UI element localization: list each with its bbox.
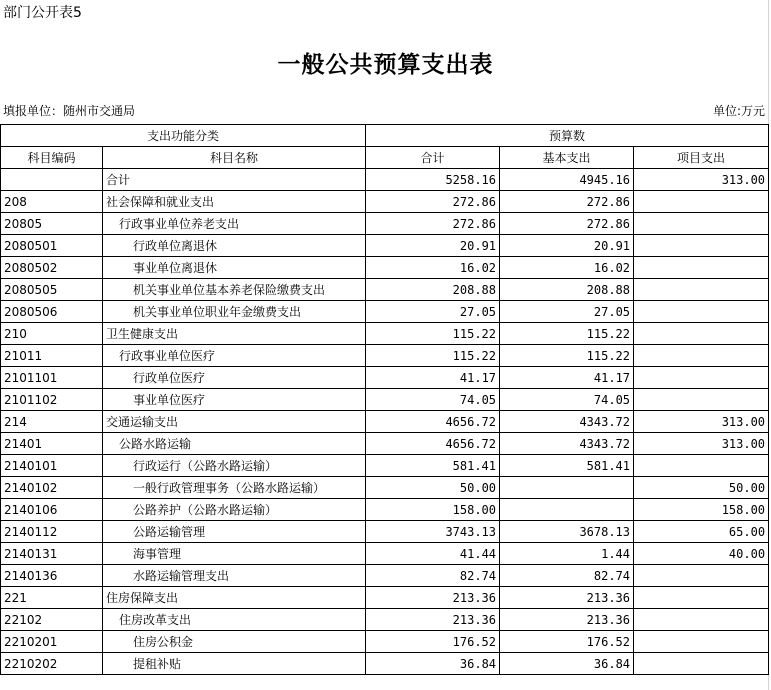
cell-code[interactable]: 2080501 xyxy=(1,235,103,257)
table-row[interactable] xyxy=(1,191,769,213)
table-row[interactable] xyxy=(1,345,769,367)
cell-name[interactable]: 海事管理 xyxy=(103,543,366,565)
cell-code[interactable]: 21401 xyxy=(1,433,103,455)
cell-project[interactable] xyxy=(634,609,769,631)
cell-name[interactable]: 住房公积金 xyxy=(103,631,366,653)
cell-code[interactable] xyxy=(1,169,103,191)
cell-basic[interactable]: 213.36 xyxy=(500,609,634,631)
cell-code[interactable]: 2080502 xyxy=(1,257,103,279)
cell-project[interactable] xyxy=(634,257,769,279)
cell-code[interactable]: 2210201 xyxy=(1,631,103,653)
cell-name[interactable]: 提租补贴 xyxy=(103,653,366,675)
table-row[interactable] xyxy=(1,279,769,301)
cell-name[interactable]: 卫生健康支出 xyxy=(103,323,366,345)
cell-code[interactable]: 208 xyxy=(1,191,103,213)
table-row[interactable] xyxy=(1,587,769,609)
cell-total[interactable]: 82.74 xyxy=(366,565,500,587)
cell-total[interactable]: 176.52 xyxy=(366,631,500,653)
page-label: 部门公开表5 xyxy=(3,5,82,21)
cell-name[interactable]: 公路水路运输 xyxy=(103,433,366,455)
table-row[interactable] xyxy=(1,521,769,543)
cell-basic[interactable]: 16.02 xyxy=(500,257,634,279)
cell-code[interactable]: 2140102 xyxy=(1,477,103,499)
cell-project[interactable] xyxy=(634,455,769,477)
cell-total[interactable]: 16.02 xyxy=(366,257,500,279)
cell-code[interactable]: 2140106 xyxy=(1,499,103,521)
cell-project[interactable] xyxy=(634,279,769,301)
table-row[interactable] xyxy=(1,433,769,455)
cell-name[interactable]: 行政单位医疗 xyxy=(103,367,366,389)
cell-project[interactable]: 158.00 xyxy=(634,499,769,521)
cell-basic[interactable]: 41.17 xyxy=(500,367,634,389)
cell-code[interactable]: 210 xyxy=(1,323,103,345)
cell-project[interactable] xyxy=(634,213,769,235)
table-body xyxy=(1,169,769,675)
cell-project[interactable] xyxy=(634,191,769,213)
cell-total[interactable]: 36.84 xyxy=(366,653,500,675)
table-row[interactable] xyxy=(1,609,769,631)
cell-code[interactable]: 2101102 xyxy=(1,389,103,411)
header-project: 项目支出 xyxy=(634,147,769,169)
cell-total[interactable]: 20.91 xyxy=(366,235,500,257)
cell-basic[interactable]: 272.86 xyxy=(500,213,634,235)
cell-name[interactable]: 住房改革支出 xyxy=(103,609,366,631)
cell-code[interactable]: 22102 xyxy=(1,609,103,631)
cell-project[interactable] xyxy=(634,301,769,323)
table-row[interactable] xyxy=(1,323,769,345)
cell-code[interactable]: 20805 xyxy=(1,213,103,235)
cell-name[interactable]: 交通运输支出 xyxy=(103,411,366,433)
currency-unit: 单位:万元 xyxy=(712,104,765,118)
header-basic: 基本支出 xyxy=(500,147,634,169)
cell-code[interactable]: 2101101 xyxy=(1,367,103,389)
cell-total[interactable]: 3743.13 xyxy=(366,521,500,543)
cell-project[interactable]: 313.00 xyxy=(634,411,769,433)
cell-code[interactable]: 214 xyxy=(1,411,103,433)
cell-total[interactable]: 213.36 xyxy=(366,587,500,609)
header-total: 合计 xyxy=(366,147,500,169)
budget-table xyxy=(0,124,769,675)
cell-code[interactable]: 2140112 xyxy=(1,521,103,543)
cell-total[interactable]: 4656.72 xyxy=(366,433,500,455)
cell-basic[interactable]: 115.22 xyxy=(500,323,634,345)
cell-project[interactable]: 313.00 xyxy=(634,169,769,191)
cell-total[interactable]: 50.00 xyxy=(366,477,500,499)
cell-project[interactable]: 50.00 xyxy=(634,477,769,499)
cell-total[interactable]: 4656.72 xyxy=(366,411,500,433)
cell-basic[interactable]: 272.86 xyxy=(500,191,634,213)
cell-name[interactable]: 机关事业单位基本养老保险缴费支出 xyxy=(103,279,366,301)
cell-basic[interactable]: 4343.72 xyxy=(500,411,634,433)
cell-name[interactable]: 行政运行（公路水路运输） xyxy=(103,455,366,477)
cell-total[interactable]: 5258.16 xyxy=(366,169,500,191)
cell-basic[interactable]: 74.05 xyxy=(500,389,634,411)
cell-code[interactable]: 21011 xyxy=(1,345,103,367)
cell-project[interactable] xyxy=(634,367,769,389)
cell-name[interactable]: 公路运输管理 xyxy=(103,521,366,543)
cell-basic[interactable]: 3678.13 xyxy=(500,521,634,543)
header-name: 科目名称 xyxy=(103,147,366,169)
cell-name[interactable]: 行政事业单位医疗 xyxy=(103,345,366,367)
cell-basic[interactable]: 176.52 xyxy=(500,631,634,653)
cell-name[interactable]: 一般行政管理事务（公路水路运输） xyxy=(103,477,366,499)
cell-total[interactable]: 208.88 xyxy=(366,279,500,301)
cell-basic[interactable]: 4343.72 xyxy=(500,433,634,455)
table-row[interactable] xyxy=(1,389,769,411)
cell-basic[interactable] xyxy=(500,499,634,521)
cell-name[interactable]: 水路运输管理支出 xyxy=(103,565,366,587)
cell-total[interactable]: 27.05 xyxy=(366,301,500,323)
cell-code[interactable]: 221 xyxy=(1,587,103,609)
cell-code[interactable]: 2140101 xyxy=(1,455,103,477)
cell-code[interactable]: 2140131 xyxy=(1,543,103,565)
cell-project[interactable] xyxy=(634,587,769,609)
table-row[interactable] xyxy=(1,301,769,323)
cell-basic[interactable]: 208.88 xyxy=(500,279,634,301)
cell-name[interactable]: 合计 xyxy=(103,169,366,191)
cell-total[interactable]: 581.41 xyxy=(366,455,500,477)
cell-basic[interactable] xyxy=(500,477,634,499)
reporting-unit: 填报单位：随州市交通局 xyxy=(3,104,136,118)
cell-total[interactable]: 74.05 xyxy=(366,389,500,411)
header-function-group: 支出功能分类 xyxy=(1,125,366,147)
table-row[interactable] xyxy=(1,653,769,675)
cell-name[interactable]: 机关事业单位职业年金缴费支出 xyxy=(103,301,366,323)
cell-basic[interactable]: 27.05 xyxy=(500,301,634,323)
cell-total[interactable]: 158.00 xyxy=(366,499,500,521)
cell-total[interactable]: 272.86 xyxy=(366,213,500,235)
cell-basic[interactable]: 1.44 xyxy=(500,543,634,565)
table-row[interactable] xyxy=(1,411,769,433)
cell-project[interactable] xyxy=(634,631,769,653)
cell-total[interactable]: 115.22 xyxy=(366,323,500,345)
cell-basic[interactable]: 213.36 xyxy=(500,587,634,609)
cell-name[interactable]: 事业单位医疗 xyxy=(103,389,366,411)
cell-code[interactable]: 2080505 xyxy=(1,279,103,301)
table-row[interactable] xyxy=(1,543,769,565)
cell-name[interactable]: 行政单位离退休 xyxy=(103,235,366,257)
table-row[interactable] xyxy=(1,565,769,587)
cell-code[interactable]: 2080506 xyxy=(1,301,103,323)
cell-basic[interactable]: 20.91 xyxy=(500,235,634,257)
cell-project[interactable]: 40.00 xyxy=(634,543,769,565)
cell-project[interactable]: 65.00 xyxy=(634,521,769,543)
cell-basic[interactable]: 4945.16 xyxy=(500,169,634,191)
cell-total[interactable]: 41.44 xyxy=(366,543,500,565)
cell-total[interactable]: 41.17 xyxy=(366,367,500,389)
cell-basic[interactable]: 36.84 xyxy=(500,653,634,675)
table-row[interactable] xyxy=(1,499,769,521)
header-code: 科目编码 xyxy=(1,147,103,169)
cell-project[interactable]: 313.00 xyxy=(634,433,769,455)
cell-name[interactable]: 社会保障和就业支出 xyxy=(103,191,366,213)
cell-project[interactable] xyxy=(634,389,769,411)
cell-code[interactable]: 2140136 xyxy=(1,565,103,587)
table-row[interactable] xyxy=(1,235,769,257)
cell-basic[interactable]: 115.22 xyxy=(500,345,634,367)
cell-project[interactable] xyxy=(634,235,769,257)
cell-total[interactable]: 115.22 xyxy=(366,345,500,367)
cell-name[interactable]: 行政事业单位养老支出 xyxy=(103,213,366,235)
page-title: 一般公共预算支出表 xyxy=(277,52,494,78)
cell-project[interactable] xyxy=(634,323,769,345)
table-row[interactable] xyxy=(1,477,769,499)
cell-code[interactable]: 2210202 xyxy=(1,653,103,675)
table-row[interactable] xyxy=(1,213,769,235)
cell-name[interactable]: 住房保障支出 xyxy=(103,587,366,609)
table-row[interactable] xyxy=(1,455,769,477)
cell-project[interactable] xyxy=(634,653,769,675)
table-row[interactable] xyxy=(1,367,769,389)
header-budget-group: 预算数 xyxy=(366,125,769,147)
cell-total[interactable]: 272.86 xyxy=(366,191,500,213)
cell-project[interactable] xyxy=(634,565,769,587)
cell-name[interactable]: 事业单位离退休 xyxy=(103,257,366,279)
cell-total[interactable]: 213.36 xyxy=(366,609,500,631)
cell-project[interactable] xyxy=(634,345,769,367)
table-row[interactable] xyxy=(1,257,769,279)
table-row[interactable] xyxy=(1,631,769,653)
cell-basic[interactable]: 581.41 xyxy=(500,455,634,477)
cell-name[interactable]: 公路养护（公路水路运输） xyxy=(103,499,366,521)
table-row[interactable] xyxy=(1,169,769,191)
cell-basic[interactable]: 82.74 xyxy=(500,565,634,587)
